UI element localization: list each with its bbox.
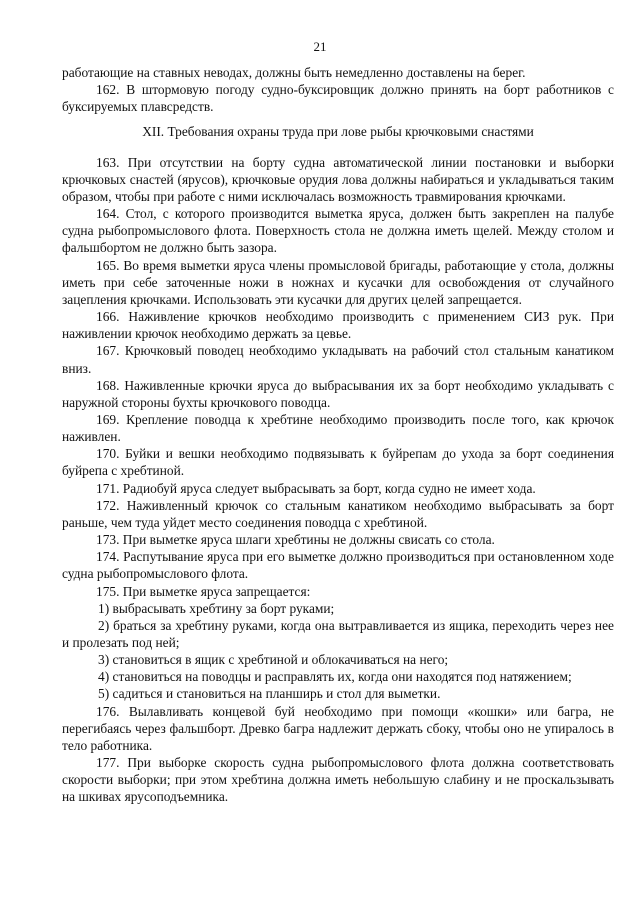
- section-heading: XII. Требования охраны труда при лове рыбы крючковыми снастями: [142, 124, 534, 140]
- paragraph: 176. Вылавливать концевой буй необходимо при помощи «кошки» или багра, не перегибаясь через фальшборт. Древко багра надлежит держать сбоку, чтобы оно не упиралось в тело работника.: [62, 703, 614, 753]
- document-body: [62, 64, 614, 806]
- paragraph: 177. При выборке скорость судна рыбопромыслового флота должна соответствовать скорости выборки; при этом хребтина должна иметь небольшую слабину и не проскальзывать на шкивах ярусоподъемника.: [62, 755, 614, 805]
- page-number: 21: [313, 39, 327, 54]
- list-item: 5) садиться и становиться на планширь и стол для выметки.: [98, 686, 441, 702]
- list-item: 1) выбрасывать хребтину за борт руками;: [98, 600, 335, 616]
- paragraph: 175. При выметке яруса запрещается:: [96, 583, 311, 599]
- paragraph: 170. Буйки и вешки необходимо подвязывать к буйрепам до ухода за борт соединения буйрепа с хребтиной.: [62, 446, 614, 479]
- list-item: 4) становиться на поводцы и расправлять их, когда они находятся под натяжением;: [98, 669, 572, 685]
- paragraph: 174. Распутывание яруса при его выметке должно производиться при остановленном ходе судна рыбопромыслового флота.: [62, 549, 614, 582]
- paragraph: 169. Крепление поводца к хребтине необходимо производить после того, как крючок наживлен.: [62, 411, 614, 445]
- paragraph: 164. Стол, с которого производится выметка яруса, должен быть закреплен на палубе судна рыбопромыслового флота. Поверхность стола не должна иметь щелей. Между столом и фальшбортом не должно быть зазора.: [62, 206, 614, 256]
- list-item: 2) браться за хребтину руками, когда она вытравливается из ящика, переходить через нее и пролезать под ней;: [62, 617, 614, 650]
- list-item: 3) становиться в ящик с хребтиной и облокачиваться на него;: [98, 652, 449, 668]
- paragraph: 163. При отсутствии на борту судна автоматической линии постановки и выборки крючковых снастей (ярусов), крючковые орудия лова должны набираться и укладываться таким образом, чтобы при работе с ними исключалась возможность травмирования крючками.: [62, 154, 614, 204]
- paragraph: 172. Наживленный крючок со стальным канатиком необходимо выбрасывать за борт раньше, чем туда уйдет место соединения поводца с хребтиной.: [62, 497, 614, 530]
- paragraph: 162. В штормовую погоду судно-буксировщик должно принять на борт работников с буксируемых плавсредств.: [62, 82, 614, 115]
- paragraph: 173. При выметке яруса шлаги хребтины не должны свисать со стола.: [96, 532, 495, 548]
- paragraph: 167. Крючковый поводец необходимо укладывать на рабочий стол стальным канатиком вниз.: [62, 343, 614, 376]
- paragraph: 166. Наживление крючков необходимо производить с применением СИЗ рук. При наживлении крючок необходимо держать за цевье.: [62, 309, 614, 342]
- paragraph: 171. Радиобуй яруса следует выбрасывать за борт, когда судно не имеет хода.: [96, 480, 536, 496]
- paragraph: 168. Наживленные крючки яруса до выбрасывания их за борт необходимо укладывать с наружной стороны бухты крючкового поводца.: [62, 377, 614, 410]
- paragraph: 165. Во время выметки яруса члены промысловой бригады, работающие у стола, должны иметь при себе заточенные ножи в ножнах и кусачки для освобождения от случайного зацепления крючками. Использовать эти кусачки для других целей запрещается.: [62, 257, 614, 307]
- paragraph: работающие на ставных неводах, должны быть немедленно доставлены на берег.: [62, 65, 526, 80]
